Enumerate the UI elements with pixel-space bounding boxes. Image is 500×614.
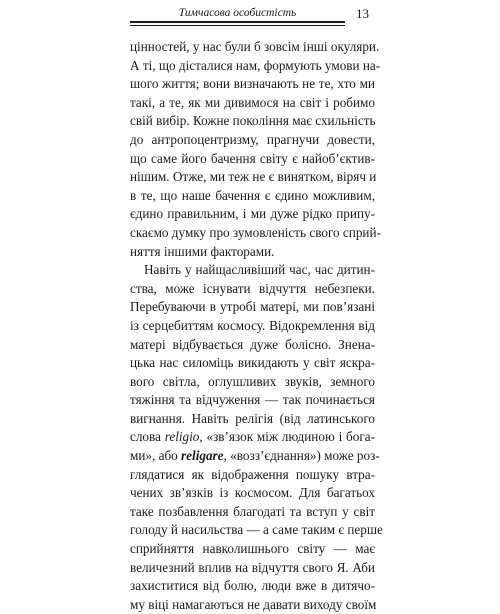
text-segment: , «зв’язок між людиною і бога- <box>199 429 375 445</box>
text-line <box>130 75 375 94</box>
running-title: Тимчасова особистість <box>178 7 297 19</box>
text-line <box>130 596 375 614</box>
text-segment: цінностей, у нас були б зовсім інші окуляри. <box>130 39 380 54</box>
text-line <box>130 261 375 280</box>
text-segment: Навіть у найщасливіший час, час дитин- <box>144 262 375 278</box>
text-line <box>130 150 375 169</box>
text-segment: в те, що наше бачення є єдино можливим, <box>130 187 375 203</box>
text-segment: слова <box>130 429 165 445</box>
text-segment: цька нас силоміць викидають у світ яскра- <box>130 355 375 371</box>
page-number: 13 <box>356 6 369 21</box>
emphasized-word: religio <box>164 429 200 445</box>
text-line <box>130 428 375 447</box>
text-line <box>130 57 381 76</box>
text-segment: , «возз’єднання») може роз- <box>223 448 380 464</box>
text-segment: А ті, що дісталися нам, формують умови на- <box>130 57 381 73</box>
text-segment: нішим. Отже, ми теж не є винятком, віряч и <box>130 169 377 185</box>
text-segment: із серцебиттям космосу. Відокремлення від <box>130 317 375 333</box>
text-segment: ства, може існувати відчуття небезпеки. <box>130 280 375 296</box>
text-segment: свій вибір. Кожне покоління має схильність <box>130 113 376 129</box>
text-segment: що саме його бачення світу є найоб’єктив- <box>130 150 375 166</box>
header-rule-thin <box>130 25 345 26</box>
text-segment: єдино правильним, і ми дуже рідко припу- <box>130 206 375 222</box>
text-segment: Перебуваючи в утробі матері, ми пов’язані <box>130 299 375 315</box>
text-segment: шого життя; вони визначають не те, хто ми <box>130 76 375 92</box>
text-line <box>130 168 375 187</box>
text-line <box>130 521 383 540</box>
body-text <box>130 38 383 614</box>
text-line <box>130 410 375 429</box>
text-segment: скаємо думку про зумовленість свого сприй- <box>130 224 381 240</box>
text-line <box>130 336 375 355</box>
text-line <box>130 373 375 392</box>
text-line <box>130 243 375 262</box>
text-segment: няття іншими факторами. <box>130 243 275 259</box>
emphasized-word: religare <box>181 448 224 464</box>
text-segment: вигнання. Навіть релігія (від латинського <box>130 410 375 426</box>
text-line <box>130 391 375 410</box>
header-rule-thick <box>130 21 345 23</box>
text-line <box>130 484 375 503</box>
text-line <box>130 559 375 578</box>
text-segment: таке позбавлення благодаті та вступ у світ <box>130 503 375 519</box>
text-line <box>130 112 375 131</box>
text-segment: захиститися від болю, люди вже в дитячо- <box>130 578 375 594</box>
text-line <box>130 205 375 224</box>
text-segment: чених зв’язків із космосом. Для багатьох <box>130 485 375 501</box>
text-line <box>130 298 375 317</box>
text-line <box>130 131 375 150</box>
text-line <box>130 317 375 336</box>
text-segment: му віці намагаються не давати виходу своїм <box>130 596 377 612</box>
text-segment: глядатися як відображення пошуку втра- <box>130 466 375 482</box>
text-line <box>130 466 375 485</box>
text-line <box>130 503 375 522</box>
text-segment: вого світла, оглушливих звуків, земного <box>130 373 375 389</box>
text-line <box>130 280 375 299</box>
text-segment: величезний вплив на відчуття свого Я. Аби <box>130 559 375 575</box>
text-segment: до антропоцентризму, прагнучи довести, <box>130 131 375 147</box>
text-line <box>130 224 381 243</box>
text-line <box>130 38 380 57</box>
text-line <box>130 187 375 206</box>
text-segment: тяжіння та відчуження — так починається <box>130 392 375 408</box>
text-segment: сприйняття навколишнього світу — має <box>130 541 375 557</box>
text-line <box>130 447 380 466</box>
text-line <box>130 540 375 559</box>
text-segment: ми», або <box>130 448 182 464</box>
text-line <box>130 354 375 373</box>
text-line <box>130 577 375 596</box>
text-segment: такі, а те, як ми дивимося на світ і робимо <box>130 94 375 110</box>
text-segment: голоду й насильства — а саме таким є перше <box>130 522 383 538</box>
text-segment: матері відбувається дуже болісно. Зненa- <box>130 336 375 352</box>
text-line <box>130 94 375 113</box>
